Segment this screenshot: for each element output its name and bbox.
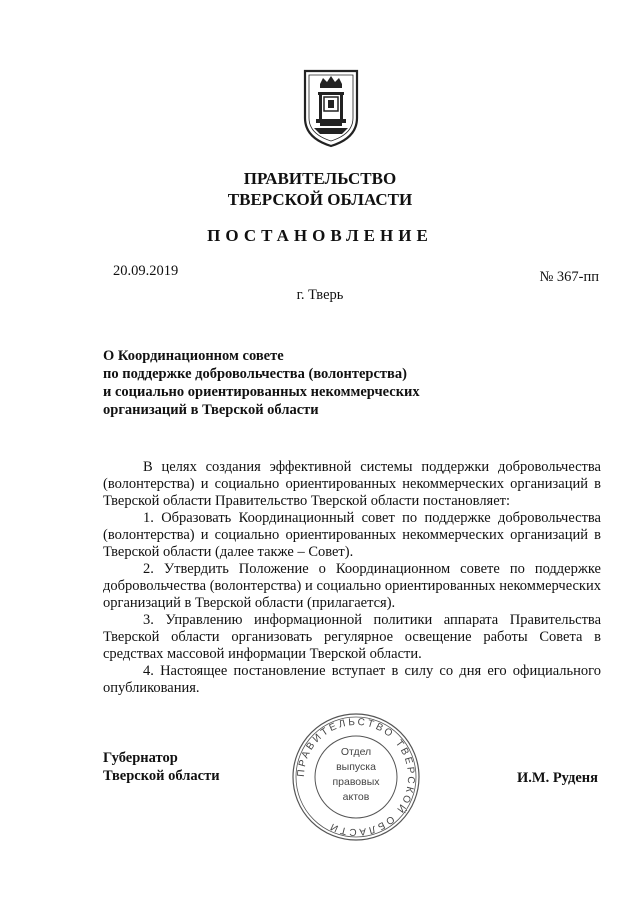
subject-line: по поддержке добровольчества (волонтерства) [103, 366, 407, 382]
body-paragraph-item-4: 4. Настоящее постановление вступает в силу со дня его официального опубликования. [103, 663, 601, 696]
document-number: № 367-пп [539, 269, 599, 285]
body-paragraph-item-3: 3. Управлению информационной политики аппарата Правительства Тверской области организовать регулярное освещение работы Совета в средствах массовой информации Тверской области. [103, 612, 601, 662]
body-paragraph-item-1: 1. Образовать Координационный совет по поддержке добровольчества (волонтерства) и социально ориентированных некоммерческих организаций в Тверской области (далее также – Совет). [103, 510, 601, 560]
signatory-name: И.М. Руденя [516, 770, 598, 786]
stamp-line1: Отдел [340, 746, 372, 758]
stamp-line4: актов [342, 791, 370, 803]
document-subject [103, 347, 463, 419]
signatory-position-line1: Губернатор [103, 750, 178, 766]
document-city: г. Тверь [296, 287, 344, 303]
signatory-position [103, 749, 220, 785]
stamp-line3: правовых [332, 776, 380, 788]
coat-of-arms-emblem [302, 68, 360, 148]
body-paragraph-preamble: В целях создания эффективной системы поддержки добровольчества (волонтерства) и социально ориентированных некоммерческих организаций в Тверской области Правительство Тверской области постановляет: [103, 459, 601, 509]
stamp-ring-text: ПРАВИТЕЛЬСТВО ТВЕРСКОЙ ОБЛАСТИ [295, 716, 417, 838]
document-type: ПОСТАНОВЛЕНИЕ [207, 226, 433, 245]
subject-line: и социально ориентированных некоммерческих [103, 384, 420, 400]
document-body [103, 459, 601, 697]
government-title-line2: ТВЕРСКОЙ ОБЛАСТИ [227, 190, 413, 209]
government-title-line1: ПРАВИТЕЛЬСТВО [243, 169, 397, 188]
subject-line: организаций в Тверской области [103, 402, 319, 418]
signatory-position-line2: Тверской области [103, 768, 220, 784]
body-paragraph-item-2: 2. Утвердить Положение о Координационном совете по поддержке добровольчества (волонтерства) и социально ориентированных некоммерческих организаций в Тверской области (прилагается). [103, 561, 601, 611]
subject-line: О Координационном совете [103, 348, 284, 364]
document-date: 20.09.2019 [113, 263, 179, 279]
stamp-line2: выпуска [336, 761, 376, 773]
official-stamp [289, 712, 423, 842]
